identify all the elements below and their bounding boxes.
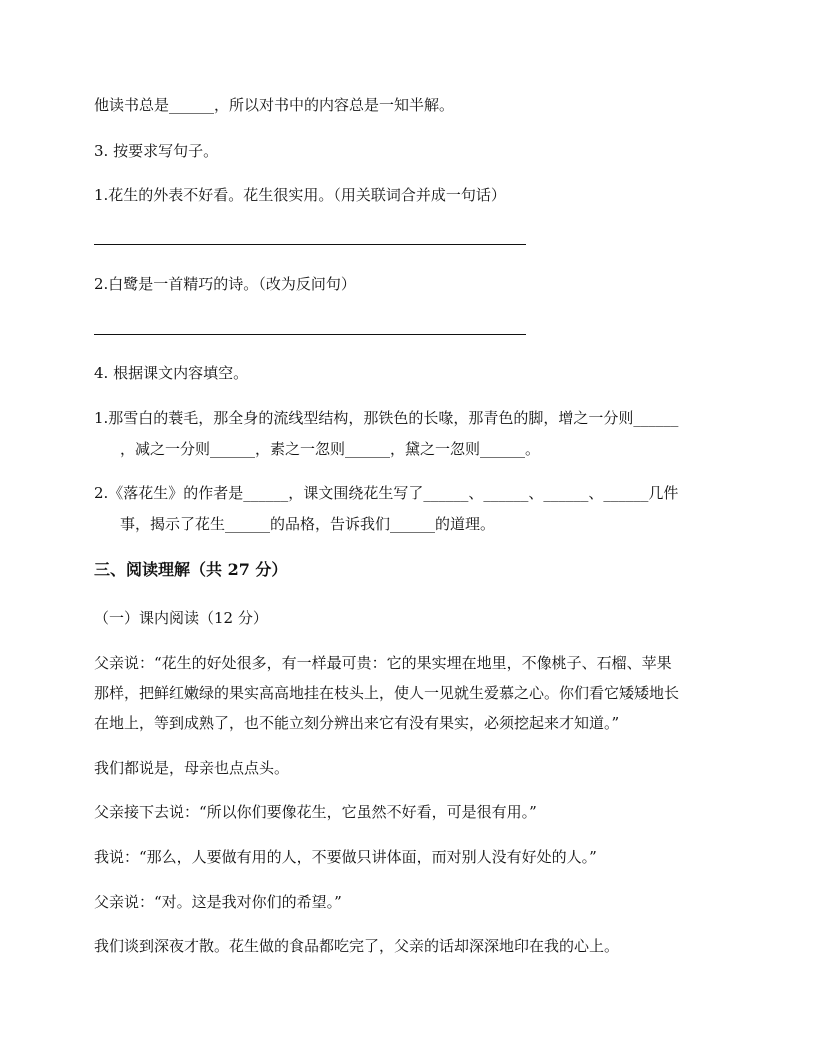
text-line: 他读书总是______，所以对书中的内容总是一知半解。 bbox=[94, 96, 455, 114]
question: 2.《落花生》的作者是______，课文围绕花生写了______、______、______、______几件 bbox=[94, 484, 679, 502]
passage-line: 那样，把鲜红嫩绿的果实高高地挂在枝头上，使人一见就生爱慕之心。你们看它矮矮地长 bbox=[94, 684, 680, 702]
question: 2.白鹭是一首精巧的诗。（改为反问句） bbox=[94, 275, 356, 293]
question: 1.那雪白的蓑毛，那全身的流线型结构，那铁色的长喙，那青色的脚，增之一分则______ bbox=[94, 409, 679, 427]
answer-line[interactable] bbox=[94, 244, 526, 245]
question: 1.花生的外表不好看。花生很实用。（用关联词合并成一句话） bbox=[94, 186, 506, 204]
passage-line: 父亲说：“花生的好处很多，有一样最可贵：它的果实埋在地里，不像桃子、石榴、苹果 bbox=[94, 654, 672, 672]
passage-line: 我们都说是，母亲也点点头。 bbox=[94, 759, 290, 777]
section-title: 三、阅读理解（共 27 分） bbox=[94, 560, 288, 579]
question-continuation: ，减之一分则______，素之一忽则______，黛之一忽则______。 bbox=[120, 440, 541, 458]
section-heading: 4. 根据课文内容填空。 bbox=[94, 364, 249, 382]
section-heading: 3. 按要求写句子。 bbox=[94, 142, 219, 160]
passage-line: 父亲接下去说：“所以你们要像花生，它虽然不好看，可是很有用。” bbox=[94, 803, 537, 821]
question-continuation: 事，揭示了花生______的品格，告诉我们______的道理。 bbox=[120, 515, 496, 533]
passage-line: 父亲说：“对。这是我对你们的希望。” bbox=[94, 893, 342, 911]
answer-line[interactable] bbox=[94, 334, 526, 335]
passage-line: 在地上，等到成熟了，也不能立刻分辨出来它有没有果实，必须挖起来才知道。” bbox=[94, 714, 620, 732]
passage-line: 我们谈到深夜才散。花生做的食品都吃完了，父亲的话却深深地印在我的心上。 bbox=[94, 937, 620, 955]
subsection-title: （一）课内阅读（12 分） bbox=[94, 609, 268, 627]
passage-line: 我说：“那么，人要做有用的人，不要做只讲体面，而对别人没有好处的人。” bbox=[94, 848, 597, 866]
